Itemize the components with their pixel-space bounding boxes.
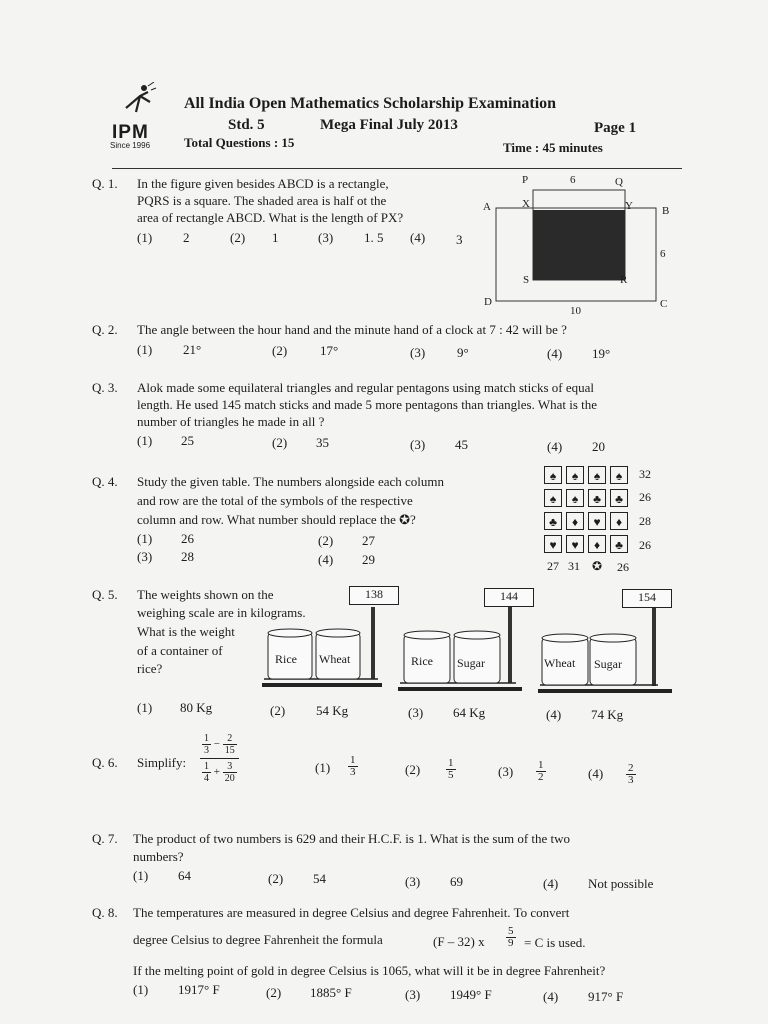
q3-line-1: Alok made some equilateral triangles and regular pentagons using match sticks of equal <box>137 380 595 395</box>
q5-scale-2-weight: 144 <box>484 588 534 607</box>
q6-option-4: $\frac{2}{3}$ <box>628 762 634 786</box>
q2-option-3: 9° <box>457 345 469 360</box>
exam-name: Mega Final July 2013 <box>320 117 458 133</box>
q4-line-2: and row are the total of the symbols of the respective <box>137 493 413 508</box>
q4-col-total: 31 <box>568 559 580 573</box>
q1-label-b: B <box>662 205 670 217</box>
q4-row-total: 28 <box>639 514 651 528</box>
q5-scale-2-left: Rice <box>411 654 433 668</box>
q7-line-2: numbers? <box>133 849 184 864</box>
q4-option-1-label: (1) <box>137 531 153 546</box>
q6-expression <box>200 733 239 784</box>
q8-option-1: 1917° F <box>178 982 220 997</box>
q5-option-3-label: (3) <box>408 705 424 720</box>
q1-label-y: Y <box>625 200 633 212</box>
q3-option-3-label: (3) <box>410 437 426 452</box>
q3-number: Q. 3. <box>92 380 118 395</box>
q4-row-total: 26 <box>639 490 651 504</box>
q1-label-q: Q <box>615 176 623 188</box>
q8-formula-right: = C is used. <box>524 935 586 950</box>
q4-number: Q. 4. <box>92 474 118 489</box>
exam-title: All India Open Mathematics Scholarship Examination <box>184 95 557 112</box>
q4-cell: ♦ <box>610 512 628 530</box>
q1-label-bottom: 10 <box>570 305 581 317</box>
q5-option-3: 64 Kg <box>453 705 486 720</box>
q1-option-3: 1. 5 <box>364 230 384 245</box>
q5-line-4: of a container of <box>137 643 223 658</box>
q4-line-1: Study the given table. The numbers alongside each column <box>137 474 444 489</box>
q4-option-3-label: (3) <box>137 549 153 564</box>
q6-option-1: $\frac{1}{3}$ <box>350 754 356 778</box>
q5-line-3: What is the weight <box>137 624 235 639</box>
q4-cell: ♣ <box>544 512 562 530</box>
q1-option-1-label: (1) <box>137 230 153 245</box>
q6-label: Simplify: <box>137 755 187 770</box>
q8-formula-left: (F – 32) x <box>433 934 485 949</box>
q1-number: Q. 1. <box>92 176 118 191</box>
q4-row-total: 32 <box>639 467 651 481</box>
q4-cell: ♠ <box>610 466 628 484</box>
q4-cell: ♠ <box>588 466 606 484</box>
q8-formula-fraction: $\frac{5}{9}$ <box>508 925 514 949</box>
q6-option-1-label: (1) <box>315 760 331 775</box>
q5-scale-1-weight: 138 <box>349 586 399 605</box>
page-number: Page 1 <box>594 120 637 136</box>
q7-option-3: 69 <box>450 874 463 889</box>
q7-option-3-label: (3) <box>405 874 421 889</box>
q5-option-4: 74 Kg <box>591 707 624 722</box>
q5-scale-3-right: Sugar <box>594 657 622 671</box>
q2-option-1-label: (1) <box>137 342 153 357</box>
q4-cell: ♦ <box>566 512 584 530</box>
q5-scale-2-right: Sugar <box>457 656 485 670</box>
q1-label-s: S <box>523 274 530 286</box>
q8-option-3: 1949° F <box>450 987 492 1002</box>
q1-label-side: 6 <box>660 248 666 260</box>
q4-col-total: 27 <box>547 559 559 573</box>
q4-line-3: column and row. What number should replace the ✪? <box>137 512 416 527</box>
q5-scale-3-left: Wheat <box>544 656 576 670</box>
q1-line-2: PQRS is a square. The shaded area is half ot the <box>137 193 387 208</box>
q2-option-2: 17° <box>320 343 339 358</box>
q6-option-4-label: (4) <box>588 766 604 781</box>
q1-label-d: D <box>484 296 492 308</box>
q6-number: Q. 6. <box>92 755 118 770</box>
q4-option-2: 27 <box>362 533 375 548</box>
q3-line-3: number of triangles he made in all ? <box>137 414 325 429</box>
q6-frac-3: $\frac{1}{4}$ <box>204 761 209 784</box>
q4-option-3: 28 <box>181 549 194 564</box>
q7-option-2-label: (2) <box>268 871 284 886</box>
q8-line-2: degree Celsius to degree Fahrenheit the formula <box>133 932 383 947</box>
q4-option-1: 26 <box>181 531 194 546</box>
q3-option-4-label: (4) <box>547 439 563 454</box>
q1-label-p: P <box>522 174 529 186</box>
q4-cell: ♠ <box>544 489 562 507</box>
q8-option-2-label: (2) <box>266 985 282 1000</box>
q2-number: Q. 2. <box>92 322 118 337</box>
q2-option-4: 19° <box>592 346 611 361</box>
q7-option-2: 54 <box>313 871 326 886</box>
q1-label-x: X <box>522 198 530 210</box>
q1-option-4: 3 <box>456 232 463 247</box>
q3-option-3: 45 <box>455 437 468 452</box>
q7-option-1: 64 <box>178 868 191 883</box>
q7-option-4: Not possible <box>588 876 654 891</box>
q4-option-4: 29 <box>362 552 375 567</box>
q4-symbol-table <box>538 462 634 558</box>
q1-line-1: In the figure given besides ABCD is a rectangle, <box>137 176 389 191</box>
q4-cell: ♣ <box>610 489 628 507</box>
q4-cell: ♠ <box>566 466 584 484</box>
q4-option-4-label: (4) <box>318 552 334 567</box>
q4-cell: ♦ <box>588 535 606 553</box>
q6-frac-1: $\frac{1}{3}$ <box>204 733 209 756</box>
q7-option-1-label: (1) <box>133 868 149 883</box>
q1-label-c: C <box>660 298 668 310</box>
q5-scale-3-weight: 154 <box>622 589 672 608</box>
q5-line-1: The weights shown on the <box>137 587 274 602</box>
q5-scale-1-left: Rice <box>275 652 297 666</box>
q2-option-4-label: (4) <box>547 346 563 361</box>
total-questions: Total Questions : 15 <box>184 135 295 150</box>
q8-option-3-label: (3) <box>405 987 421 1002</box>
standard: Std. 5 <box>228 117 265 133</box>
q5-line-2: weighing scale are in kilograms. <box>137 605 306 620</box>
q4-cell: ♣ <box>588 489 606 507</box>
q2-option-3-label: (3) <box>410 345 426 360</box>
q4-cell: ♣ <box>610 535 628 553</box>
q3-option-2-label: (2) <box>272 435 288 450</box>
q1-line-3: area of rectangle ABCD. What is the length of PX? <box>137 210 404 225</box>
q1-option-3-label: (3) <box>318 230 334 245</box>
q1-option-2: 1 <box>272 230 279 245</box>
header-rule <box>112 168 682 169</box>
q8-option-4: 917° F <box>588 989 624 1004</box>
q5-line-5: rice? <box>137 661 163 676</box>
q7-line-1: The product of two numbers is 629 and their H.C.F. is 1. What is the sum of the two <box>133 831 571 846</box>
q3-line-2: length. He used 145 match sticks and made 5 more pentagons than triangles. What is the <box>137 397 598 412</box>
q8-option-1-label: (1) <box>133 982 149 997</box>
q1-option-4-label: (4) <box>410 230 426 245</box>
q3-option-4: 20 <box>592 439 605 454</box>
q7-number: Q. 7. <box>92 831 118 846</box>
q6-plus: + <box>213 766 220 779</box>
q5-option-2: 54 Kg <box>316 703 349 718</box>
q5-option-4-label: (4) <box>546 707 562 722</box>
logo-figure-icon <box>118 82 158 122</box>
q5-scale-1-right: Wheat <box>319 652 351 666</box>
q2-option-1: 21° <box>183 342 202 357</box>
q4-row-total: 26 <box>639 538 651 552</box>
q2-text: The angle between the hour hand and the minute hand of a clock at 7 : 42 will be ? <box>137 322 567 337</box>
q4-cell: ♠ <box>566 489 584 507</box>
q6-minus: − <box>213 738 220 751</box>
q8-option-4-label: (4) <box>543 989 559 1004</box>
q1-label-a: A <box>483 201 491 213</box>
time-limit: Time : 45 minutes <box>503 140 603 155</box>
q1-option-2-label: (2) <box>230 230 246 245</box>
q6-option-3-label: (3) <box>498 764 514 779</box>
logo-since: Since 1996 <box>110 141 151 150</box>
q1-label-r: R <box>620 274 628 286</box>
q3-option-1: 25 <box>181 433 194 448</box>
logo-text: IPM <box>112 122 149 143</box>
q1-label-top: 6 <box>570 174 576 186</box>
q4-cell: ♥ <box>566 535 584 553</box>
q6-frac-2: $\frac{2}{15}$ <box>224 733 235 756</box>
q4-cell: ♠ <box>544 466 562 484</box>
q3-option-1-label: (1) <box>137 433 153 448</box>
q4-col-total: ✪ <box>592 559 603 573</box>
q1-option-1: 2 <box>183 230 190 245</box>
q7-option-4-label: (4) <box>543 876 559 891</box>
q8-option-2: 1885° F <box>310 985 352 1000</box>
q5-number: Q. 5. <box>92 587 118 602</box>
q4-col-total: 26 <box>617 560 629 574</box>
q6-option-2: $\frac{1}{5}$ <box>448 757 454 781</box>
q5-option-1: 80 Kg <box>180 700 213 715</box>
q5-option-1-label: (1) <box>137 700 153 715</box>
q8-line-1: The temperatures are measured in degree Celsius and degree Fahrenheit. To convert <box>133 905 570 920</box>
q6-option-3: $\frac{1}{2}$ <box>538 759 544 783</box>
q5-option-2-label: (2) <box>270 703 286 718</box>
q6-frac-4: $\frac{3}{20}$ <box>224 761 235 784</box>
q1-figure <box>480 170 680 320</box>
q8-line-3: If the melting point of gold in degree Celsius is 1065, what will it be in degree Fahrenheit? <box>133 963 606 978</box>
q4-cell: ♥ <box>544 535 562 553</box>
q2-option-2-label: (2) <box>272 343 288 358</box>
q6-option-2-label: (2) <box>405 762 421 777</box>
q3-option-2: 35 <box>316 435 329 450</box>
q4-cell: ♥ <box>588 512 606 530</box>
q4-option-2-label: (2) <box>318 533 334 548</box>
q8-number: Q. 8. <box>92 905 118 920</box>
